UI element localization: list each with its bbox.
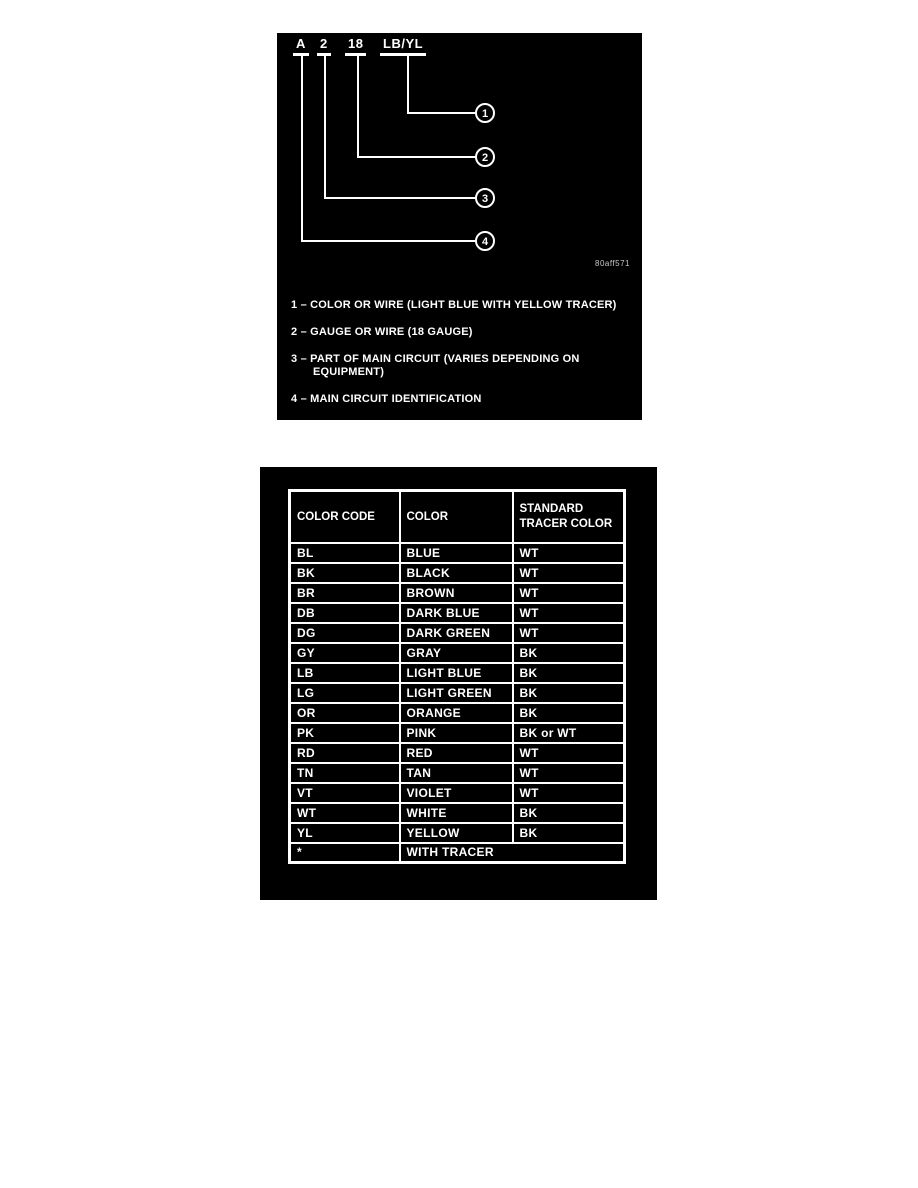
cell-color: RED [400,743,513,763]
callout-number-4: 4 [481,236,489,248]
wire-code-main-circuit: A [293,36,309,56]
table-row [290,663,625,683]
table-row [290,683,625,703]
cell-color: WITH TRACER [400,843,625,863]
callout-line-3 [325,55,476,198]
table-row [290,563,625,583]
table-row [290,583,625,603]
cell-tracer-color: BK or WT [513,723,625,743]
legend-item-gauge: 2 – GAUGE OR WIRE (18 GAUGE) [291,325,473,338]
cell-tracer-color: WT [513,623,625,643]
color-code-table-panel [260,467,657,900]
cell-color-code: RD [290,743,400,763]
cell-color: BROWN [400,583,513,603]
cell-color: BLUE [400,543,513,563]
legend-item-main-circuit: 4 – MAIN CIRCUIT IDENTIFICATION [291,392,482,405]
cell-color: LIGHT BLUE [400,663,513,683]
table-row [290,783,625,803]
cell-tracer-color: WT [513,763,625,783]
table-row [290,623,625,643]
wire-code-gauge: 18 [345,36,366,56]
cell-color-code: DB [290,603,400,623]
cell-color: TAN [400,763,513,783]
table-row [290,843,625,863]
cell-color: GRAY [400,643,513,663]
cell-color: PINK [400,723,513,743]
cell-color: ORANGE [400,703,513,723]
table-row [290,643,625,663]
callout-number-2: 2 [481,152,489,164]
cell-tracer-color: BK [513,823,625,843]
cell-tracer-color: BK [513,683,625,703]
cell-color: DARK GREEN [400,623,513,643]
table-row [290,803,625,823]
cell-color-code: LB [290,663,400,683]
cell-color: YELLOW [400,823,513,843]
header-color: COLOR [400,491,513,543]
cell-color: VIOLET [400,783,513,803]
table-row [290,823,625,843]
cell-color-code: PK [290,723,400,743]
cell-color: LIGHT GREEN [400,683,513,703]
cell-tracer-color: BK [513,663,625,683]
color-code-table [288,489,626,864]
cell-color-code: GY [290,643,400,663]
callout-line-1 [408,55,476,113]
legend-item-circuit-part: 3 – PART OF MAIN CIRCUIT (VARIES DEPENDING ON EQUIPMENT) [291,352,580,378]
cell-color-code: YL [290,823,400,843]
cell-color-code: * [290,843,400,863]
cell-color: WHITE [400,803,513,823]
cell-tracer-color: WT [513,543,625,563]
wire-code-diagram-panel [277,33,642,420]
cell-tracer-color: WT [513,583,625,603]
cell-tracer-color: BK [513,803,625,823]
callout-line-4 [302,55,476,241]
table-header-row [290,491,625,543]
callout-line-2 [358,55,476,157]
color-code-table-body [290,543,625,863]
cell-color-code: OR [290,703,400,723]
cell-tracer-color: WT [513,743,625,763]
callout-number-1: 1 [481,108,489,120]
cell-color-code: DG [290,623,400,643]
table-row [290,703,625,723]
cell-tracer-color: WT [513,563,625,583]
callout-number-3: 3 [481,193,489,205]
cell-color-code: TN [290,763,400,783]
cell-tracer-color: BK [513,643,625,663]
legend-item-color: 1 – COLOR OR WIRE (LIGHT BLUE WITH YELLOW TRACER) [291,299,617,311]
table-row [290,763,625,783]
table-row [290,603,625,623]
table-row [290,723,625,743]
cell-tracer-color: BK [513,703,625,723]
cell-color: DARK BLUE [400,603,513,623]
cell-color-code: LG [290,683,400,703]
header-standard-tracer: STANDARD TRACER COLOR [513,491,625,543]
cell-color-code: BK [290,563,400,583]
cell-color-code: WT [290,803,400,823]
table-row [290,543,625,563]
cell-color-code: BR [290,583,400,603]
cell-color-code: BL [290,543,400,563]
cell-tracer-color: WT [513,603,625,623]
callout-legend [291,299,621,420]
cell-color: BLACK [400,563,513,583]
wire-code-color: LB/YL [380,36,426,56]
cell-color-code: VT [290,783,400,803]
header-color-code: COLOR CODE [290,491,400,543]
figure-reference-number: 80aff571 [595,259,630,268]
wire-code-circuit-part: 2 [317,36,331,56]
table-row [290,743,625,763]
cell-tracer-color: WT [513,783,625,803]
